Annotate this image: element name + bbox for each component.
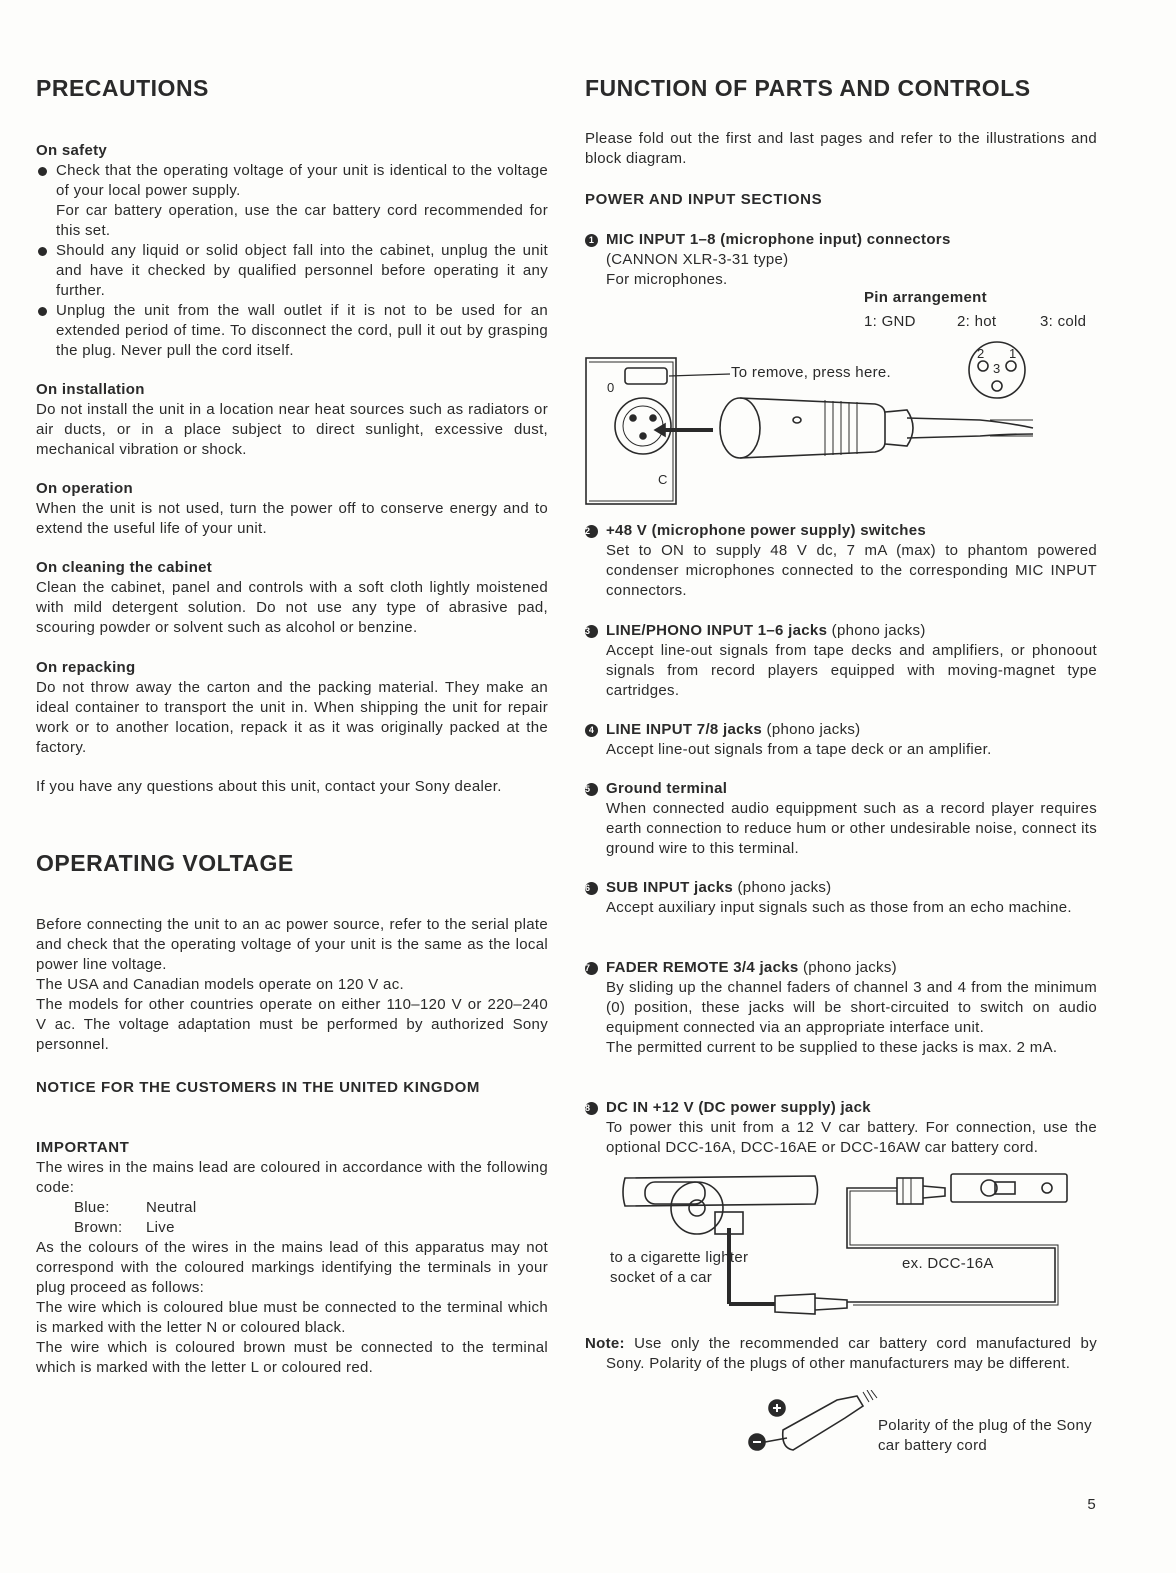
voltage-section: [36, 915, 548, 1055]
pin-1-label: 1: GND: [864, 313, 916, 330]
dc-jack-panel: [951, 1174, 1067, 1202]
note-label: Note:: [585, 1335, 625, 1352]
number-icon: 6: [585, 882, 598, 895]
operation-text: When the unit is not used, turn the power off to conserve energy and to extend the useful life of your unit.: [36, 500, 548, 537]
item-line-phono-input: [585, 621, 1097, 701]
item-line-input: [585, 720, 1097, 760]
installation-text: Do not install the unit in a location near heat sources such as radiators or air ducts, or in a place subject to direct sunlight, excessive dust, mechanical vibration or shock.: [36, 401, 548, 458]
functions-title: FUNCTION OF PARTS AND CONTROLS: [585, 75, 1031, 101]
bullet-icon: [38, 167, 47, 176]
item-48v-switch: [585, 521, 1097, 601]
item-title: +48 V (microphone power supply) switches: [606, 522, 926, 539]
bullet-icon: [38, 247, 47, 256]
number-icon: 1: [585, 234, 598, 247]
item-ground-terminal: [585, 779, 1097, 859]
car-battery-diagram: [615, 1168, 1075, 1318]
item-body: Accept line-out signals from a tape deck or an amplifier.: [606, 741, 992, 758]
cord-model-label: ex. DCC-16A: [902, 1255, 994, 1272]
questions-text: If you have any questions about this unit, contact your Sony dealer.: [36, 778, 502, 795]
important-section: [36, 1138, 548, 1378]
item-title: Ground terminal: [606, 780, 728, 797]
polarity-label: Polarity of the plug of the Sony car battery cord: [878, 1417, 1092, 1454]
item-title: DC IN +12 V (DC power supply) jack: [606, 1099, 871, 1116]
cleaning-text: Clean the cabinet, panel and controls with a soft cloth lightly moistened with mild detergent solution. Do not use any type of abrasive pad, scouring powder or solvent such as alcohol or benzine.: [36, 579, 548, 636]
list-item: Check that the operating voltage of your unit is identical to the voltage of your local power supply. For car battery operation, use the car battery cord recommended for this set.: [36, 161, 548, 241]
operation-section: [36, 479, 548, 539]
functions-intro: Please fold out the first and last pages and refer to the illustrations and block diagram.: [585, 130, 1097, 167]
item-subtitle: (phono jacks): [733, 879, 832, 896]
svg-text:3: 3: [993, 361, 1001, 376]
repacking-text: Do not throw away the carton and the packing material. They make an ideal container to transport the unit in. When shipping the unit for repair work or to another location, repack it as it was originally packed at the factory.: [36, 679, 548, 756]
item-subtitle: (phono jacks): [762, 721, 861, 738]
svg-text:2: 2: [977, 346, 985, 361]
wires-paragraph: The wire which is coloured blue must be connected to the terminal which is marked with the letter N or coloured black.: [36, 1299, 548, 1336]
cleaning-heading: On cleaning the cabinet: [36, 559, 213, 576]
list-item: Should any liquid or solid object fall into the cabinet, unplug the unit and have it checked by qualified personnel before operating it any further.: [36, 241, 548, 301]
car-plug: [783, 1396, 863, 1450]
polarity-plug-diagram: [747, 1390, 887, 1460]
list-item: Unplug the unit from the wall outlet if it is not to be used for an extended period of time. To disconnect the cord, pull it out by grasping the plug. Never pull the cord itself.: [36, 301, 548, 361]
number-icon: 7: [585, 962, 598, 975]
remove-label: To remove, press here.: [731, 364, 891, 381]
item-body: By sliding up the channel faders of channel 3 and 4 from the minimum (0) position, these jacks will be short-circuited to switch on audio equipment connected via an appropriate interface unit.: [606, 979, 1097, 1036]
wires-paragraph: As the colours of the wires in the mains lead of this apparatus may not correspond with the coloured markings identifying the terminals in your plug proceed as follows:: [36, 1239, 548, 1296]
installation-section: [36, 380, 548, 460]
item-fader-remote: [585, 958, 1097, 1058]
page-number: 5: [1087, 1496, 1096, 1513]
cigarette-plug: [775, 1294, 815, 1314]
repacking-section: [36, 658, 548, 758]
pin-3-label: 3: cold: [1040, 313, 1087, 330]
item-title: SUB INPUT jacks: [606, 879, 734, 896]
wires-paragraph: The wire which is coloured brown must be connected to the terminal which is marked with the letter L or coloured red.: [36, 1339, 548, 1376]
number-icon: 5: [585, 783, 598, 796]
item-dc-in: [585, 1098, 1097, 1158]
item-subtitle: (phono jacks): [798, 959, 897, 976]
note-section: [585, 1334, 1097, 1374]
important-heading: IMPORTANT: [36, 1139, 130, 1156]
operating-voltage-title: OPERATING VOLTAGE: [36, 850, 294, 876]
item-body: (CANNON XLR-3-31 type) For microphones.: [606, 251, 789, 288]
release-latch: [625, 368, 667, 384]
bullet-icon: [38, 307, 47, 316]
cigarette-label: to a cigarette lighter socket of a car: [610, 1249, 749, 1286]
wire-brown: Brown: Live: [74, 1219, 175, 1236]
svg-text:C: C: [658, 472, 668, 487]
item-body: When connected audio equippment such as a record player requires earth connection to reduce hum or other undesirable noise, connect its ground wire to this terminal.: [606, 800, 1097, 857]
svg-text:0: 0: [607, 380, 615, 395]
item-body: To power this unit from a 12 V car battery. For connection, use the optional DCC-16A, DCC-16AE or DCC-16AW car battery cord.: [606, 1119, 1097, 1156]
pin-arrangement-title: Pin arrangement: [864, 289, 987, 306]
operation-heading: On operation: [36, 480, 133, 497]
number-icon: 8: [585, 1102, 598, 1115]
item-title: LINE/PHONO INPUT 1–6 jacks: [606, 622, 828, 639]
dc-plug: [897, 1178, 923, 1204]
item-mic-input: [585, 230, 1097, 290]
car-dashboard: [623, 1176, 818, 1206]
precautions-title: PRECAUTIONS: [36, 75, 209, 101]
section-heading: POWER AND INPUT SECTIONS: [585, 191, 823, 208]
item-sub-input: [585, 878, 1097, 918]
installation-heading: On installation: [36, 381, 145, 398]
item-subtitle: (phono jacks): [827, 622, 926, 639]
item-title: FADER REMOTE 3/4 jacks: [606, 959, 799, 976]
note-text: Use only the recommended car battery cord manufactured by Sony. Polarity of the plugs of other manufacturers may be different.: [606, 1335, 1097, 1372]
number-icon: 3: [585, 625, 598, 638]
item-body: Accept auxiliary input signals such as those from an echo machine.: [606, 899, 1072, 916]
uk-notice: NOTICE FOR THE CUSTOMERS IN THE UNITED KINGDOM: [36, 1079, 480, 1096]
wire-blue: Blue: Neutral: [74, 1199, 197, 1216]
pin-2-label: 2: hot: [957, 313, 997, 330]
item-body: Accept line-out signals from tape decks and amplifiers, or phonoout signals from record players equipped with moving-magnet type cartridges.: [606, 642, 1097, 699]
safety-heading: On safety: [36, 142, 108, 159]
repacking-heading: On repacking: [36, 659, 136, 676]
pin-labels: [864, 312, 1176, 332]
svg-text:1: 1: [1009, 346, 1017, 361]
number-icon: 2: [585, 525, 598, 538]
voltage-paragraph: The models for other countries operate on either 110–120 V or 220–240 V ac. The voltage adaptation must be performed by authorized Sony personnel.: [36, 996, 548, 1053]
cleaning-section: [36, 558, 548, 638]
voltage-paragraph: Before connecting the unit to an ac power source, refer to the serial plate and check that the operating voltage of your unit is the same as the local power line voltage.: [36, 916, 548, 973]
number-icon: 4: [585, 724, 598, 737]
wires-intro: The wires in the mains lead are coloured in accordance with the following code:: [36, 1159, 548, 1196]
safety-list: [36, 161, 548, 361]
item-title: MIC INPUT 1–8 (microphone input) connectors: [606, 231, 951, 248]
item-title: LINE INPUT 7/8 jacks: [606, 721, 763, 738]
item-body: The permitted current to be supplied to these jacks is max. 2 mA.: [606, 1039, 1058, 1056]
voltage-paragraph: The USA and Canadian models operate on 120 V ac.: [36, 976, 404, 993]
safety-section: [36, 141, 548, 361]
item-body: Set to ON to supply 48 V dc, 7 mA (max) to phantom powered condenser microphones connected to the corresponding MIC INPUT connectors.: [606, 542, 1097, 599]
